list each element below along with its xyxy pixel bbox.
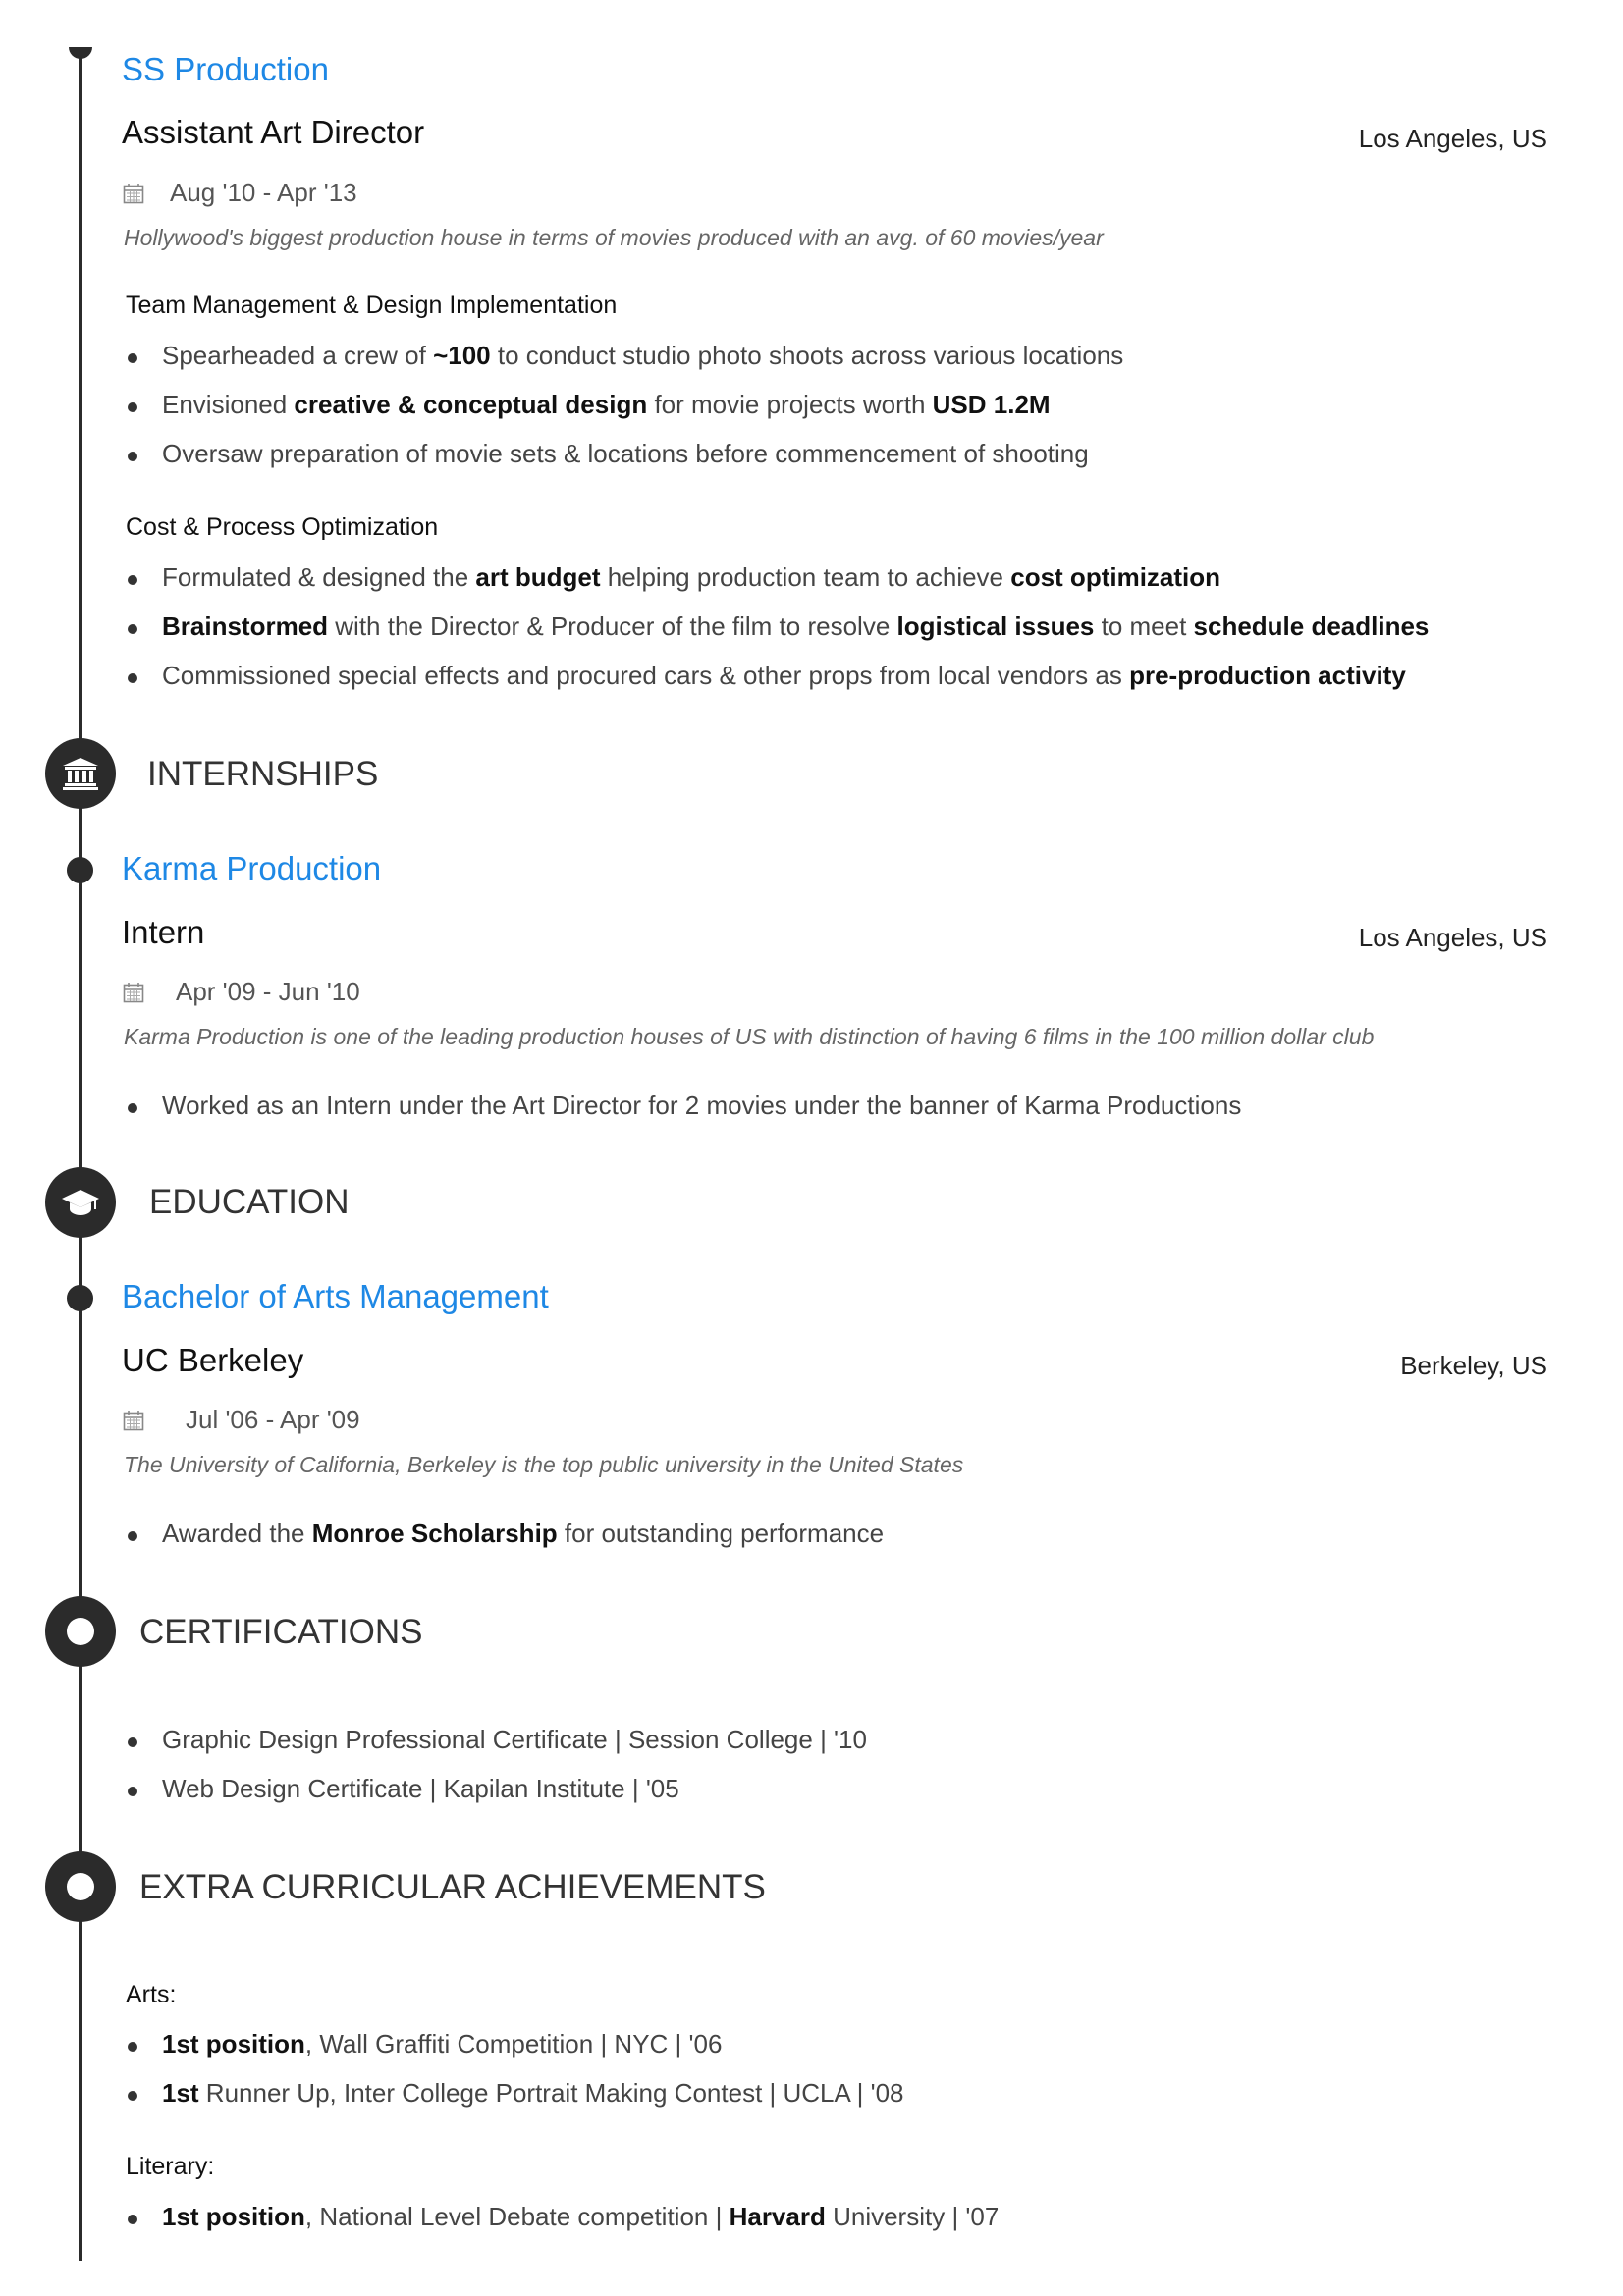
category-label: Literary: [126,2153,215,2180]
list-item: Envisioned creative & conceptual design for movie projects worth USD 1.2M [162,390,1051,419]
ring-icon [67,1618,94,1645]
company-description: Karma Production is one of the leading production houses of US with distinction of having 6 films in the 100 million dollar club [124,1024,1375,1049]
list-item: Formulated & designed the art budget helping production team to achieve cost optimization [162,562,1221,592]
responsibility-group-title: Team Management & Design Implementation [126,292,618,319]
list-item: 1st position, Wall Graffiti Competition | NYC | '06 [162,2029,723,2058]
list-item: Web Design Certificate | Kapilan Institute | '05 [162,1774,679,1803]
graduation-cap-icon [61,1188,100,1217]
list-item: Worked as an Intern under the Art Director for 2 movies under the banner of Karma Productions [162,1091,1242,1120]
section-marker [45,738,116,809]
company-name: SS Production [122,51,329,87]
list-item: Spearheaded a crew of ~100 to conduct studio photo shoots across various locations [162,341,1124,370]
section-marker [45,1596,116,1667]
job-location: Los Angeles, US [1358,923,1547,952]
job-dates: Apr '09 - Jun '10 [176,977,360,1006]
category-label: Arts: [126,1981,177,2008]
school-location: Berkeley, US [1400,1351,1547,1380]
list-item: 1st position, National Level Debate competition | Harvard University | '07 [162,2202,1000,2231]
job-location: Los Angeles, US [1358,124,1547,153]
job-title: Intern [122,914,205,950]
section-marker [45,1851,116,1922]
school-description: The University of California, Berkeley is the top public university in the United States [124,1452,964,1477]
timeline-line [79,47,82,2261]
job-dates: Aug '10 - Apr '13 [170,178,357,207]
timeline-dot [67,1285,93,1311]
list-item: 1st Runner Up, Inter College Portrait Making Contest | UCLA | '08 [162,2078,904,2108]
list-item: Brainstormed with the Director & Producer of the film to resolve logistical issues to meet schedule deadlines [162,612,1430,641]
timeline-top-cap [69,47,92,59]
list-item: Commissioned special effects and procured cars & other props from local vendors as pre-production activity [162,661,1406,690]
section-title: INTERNSHIPS [147,755,379,793]
list-item: Awarded the Monroe Scholarship for outstanding performance [162,1519,885,1548]
timeline-dot [67,857,93,883]
company-description: Hollywood's biggest production house in terms of movies produced with an avg. of 60 movies/year [124,225,1104,250]
school-name: UC Berkeley [122,1342,304,1378]
education-dates: Jul '06 - Apr '09 [186,1405,360,1434]
calendar-icon [123,982,144,1003]
section-marker [45,1167,116,1238]
calendar-icon [123,1410,144,1431]
calendar-icon [123,183,144,204]
list-item: Graphic Design Professional Certificate | Session College | '10 [162,1725,867,1754]
section-title: EXTRA CURRICULAR ACHIEVEMENTS [139,1868,766,1906]
responsibility-group-title: Cost & Process Optimization [126,513,439,541]
degree-name: Bachelor of Arts Management [122,1278,549,1314]
section-title: CERTIFICATIONS [139,1613,423,1651]
section-title: EDUCATION [149,1183,350,1221]
list-item: Oversaw preparation of movie sets & locations before commencement of shooting [162,439,1089,468]
job-title: Assistant Art Director [122,114,425,150]
bank-icon [62,757,99,790]
ring-icon [67,1873,94,1900]
company-name: Karma Production [122,850,382,886]
